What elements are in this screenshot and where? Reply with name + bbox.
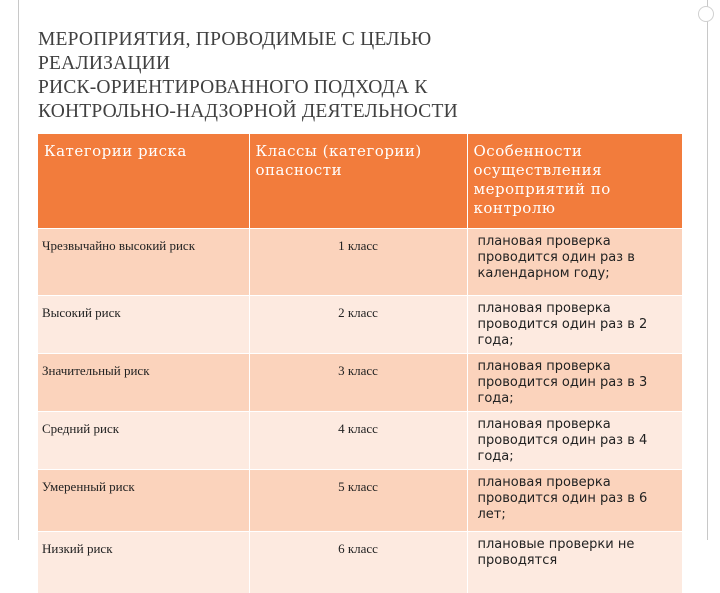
- title-line: КОНТРОЛЬНО-НАДЗОРНОЙ ДЕЯТЕЛЬНОСТИ: [38, 100, 658, 124]
- risk-category-cell: Средний риск: [38, 412, 249, 470]
- hazard-class-cell: 6 класс: [249, 532, 467, 593]
- header-hazard-classes: Классы (категории) опасности: [249, 134, 467, 229]
- table-header-row: [38, 134, 682, 229]
- table-row: [38, 412, 682, 470]
- header-control-features: Особенности осуществления мероприятий по контролю: [467, 134, 682, 229]
- header-risk-categories: Категории риска: [38, 134, 249, 229]
- risk-category-cell: Значительный риск: [38, 354, 249, 412]
- title-line: МЕРОПРИЯТИЯ, ПРОВОДИМЫЕ С ЦЕЛЬЮ: [38, 28, 658, 52]
- risk-categories-table: [38, 134, 682, 593]
- slide-frame-right-line: [707, 0, 708, 540]
- control-feature-cell: плановая проверка проводится один раз в 2 года;: [467, 296, 682, 354]
- corner-circle-decoration: [698, 6, 714, 22]
- risk-category-cell: Умеренный риск: [38, 470, 249, 532]
- hazard-class-cell: 2 класс: [249, 296, 467, 354]
- control-feature-cell: плановая проверка проводится один раз в 3 года;: [467, 354, 682, 412]
- table-row: [38, 229, 682, 296]
- title-line: РЕАЛИЗАЦИИ: [38, 52, 658, 76]
- control-feature-cell: плановые проверки не проводятся: [467, 532, 682, 593]
- slide-title: [38, 28, 658, 124]
- table-row: [38, 354, 682, 412]
- title-line: РИСК-ОРИЕНТИРОВАННОГО ПОДХОДА К: [38, 76, 658, 100]
- control-feature-cell: плановая проверка проводится один раз в 4 года;: [467, 412, 682, 470]
- hazard-class-cell: 5 класс: [249, 470, 467, 532]
- risk-category-cell: Высокий риск: [38, 296, 249, 354]
- table-row: [38, 532, 682, 593]
- hazard-class-cell: 1 класс: [249, 229, 467, 296]
- hazard-class-cell: 3 класс: [249, 354, 467, 412]
- table-row: [38, 296, 682, 354]
- hazard-class-cell: 4 класс: [249, 412, 467, 470]
- table-row: [38, 470, 682, 532]
- risk-category-cell: Чрезвычайно высокий риск: [38, 229, 249, 296]
- risk-category-cell: Низкий риск: [38, 532, 249, 593]
- control-feature-cell: плановая проверка проводится один раз в 6 лет;: [467, 470, 682, 532]
- slide-frame-left-line: [18, 0, 19, 540]
- control-feature-cell: плановая проверка проводится один раз в календарном году;: [467, 229, 682, 296]
